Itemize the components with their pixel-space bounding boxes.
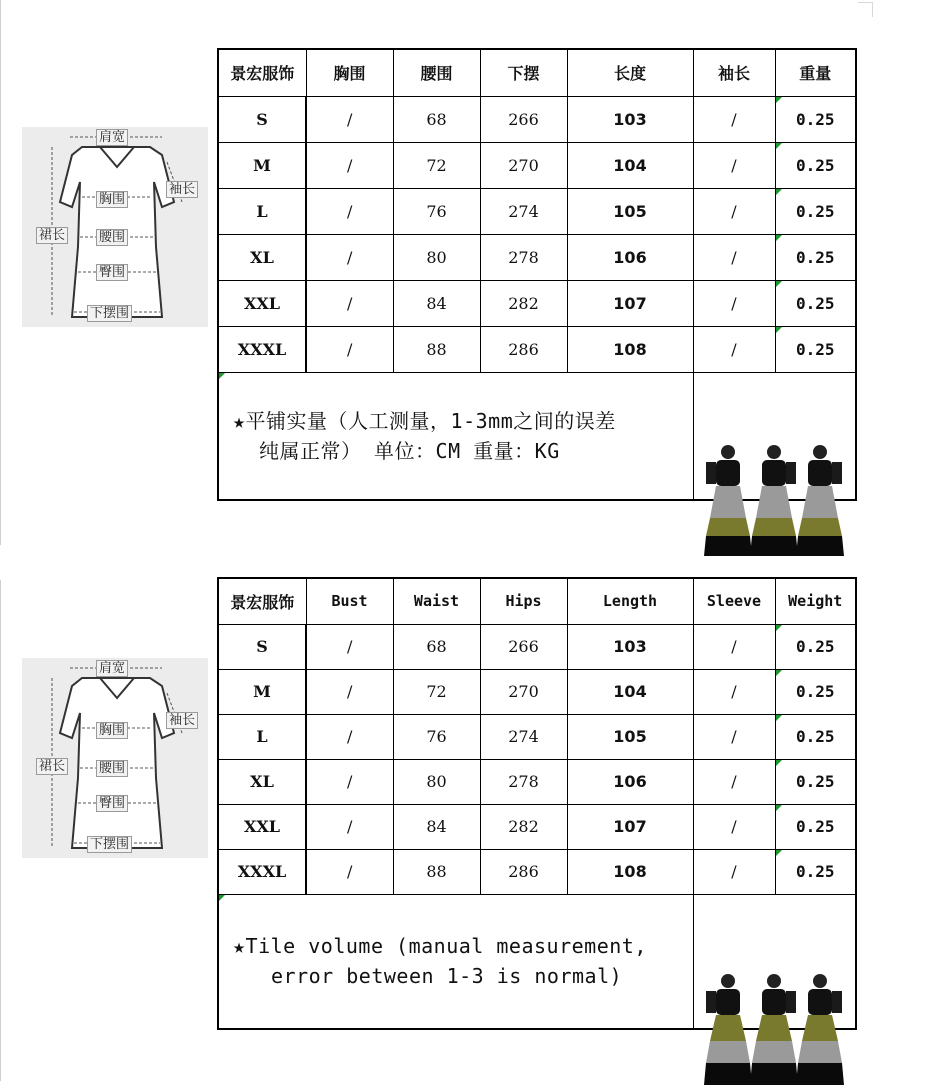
table-row [218, 188, 856, 234]
hips-cell: 286 [480, 849, 567, 894]
waist-cell: 76 [393, 714, 480, 759]
size-cell: XXL [218, 804, 306, 849]
bust-cell: / [306, 714, 393, 759]
hips-cell: 266 [480, 624, 567, 669]
size-table-cn [217, 48, 857, 501]
table-row [218, 669, 856, 714]
size-cell: S [218, 96, 306, 142]
dress-measurement-diagram [22, 658, 208, 858]
note-line-1: ★平铺实量（人工测量，1-3mm之间的误差 [233, 408, 616, 433]
shoulder-label: 肩宽 [96, 660, 128, 677]
hips-cell: 274 [480, 188, 567, 234]
sleeve-cell: / [693, 669, 775, 714]
size-cell: XXL [218, 280, 306, 326]
table-row [218, 142, 856, 188]
bust-cell: / [306, 326, 393, 372]
size-cell: XL [218, 234, 306, 280]
table-header-row [218, 578, 856, 624]
note-row [218, 894, 856, 1029]
weight-cell: 0.25 [775, 142, 856, 188]
sleeve-cell: / [693, 326, 775, 372]
sleeve-label: 袖长 [166, 181, 198, 198]
bust-cell: / [306, 624, 393, 669]
table-row [218, 714, 856, 759]
size-table-en [217, 577, 857, 1030]
model-figures-icon [702, 440, 850, 558]
size-cell: M [218, 669, 306, 714]
hips-cell: 278 [480, 234, 567, 280]
weight-cell: 0.25 [775, 849, 856, 894]
header-length: 长度 [567, 49, 693, 96]
hem-label: 下摆围 [87, 836, 132, 853]
length-cell: 106 [567, 234, 693, 280]
table-header-row [218, 49, 856, 96]
header-hem: 下摆 [480, 49, 567, 96]
bust-cell: / [306, 669, 393, 714]
header-weight: Weight [775, 578, 856, 624]
measurement-note [218, 894, 693, 1029]
weight-cell: 0.25 [775, 188, 856, 234]
bust-cell: / [306, 234, 393, 280]
waist-label: 腰围 [96, 760, 128, 777]
model-photo [693, 894, 856, 1029]
sleeve-cell: / [693, 849, 775, 894]
size-cell: L [218, 188, 306, 234]
hips-cell: 270 [480, 142, 567, 188]
size-cell: XL [218, 759, 306, 804]
hips-cell: 266 [480, 96, 567, 142]
length-cell: 107 [567, 280, 693, 326]
bust-cell: / [306, 804, 393, 849]
sleeve-cell: / [693, 280, 775, 326]
bust-cell: / [306, 849, 393, 894]
length-cell: 106 [567, 759, 693, 804]
size-cell: XXXL [218, 849, 306, 894]
header-sleeve: 袖长 [693, 49, 775, 96]
header-waist: Waist [393, 578, 480, 624]
sleeve-cell: / [693, 714, 775, 759]
sleeve-cell: / [693, 96, 775, 142]
bust-cell: / [306, 280, 393, 326]
chest-label: 胸围 [96, 191, 128, 208]
sleeve-cell: / [693, 142, 775, 188]
weight-cell: 0.25 [775, 280, 856, 326]
table-row [218, 804, 856, 849]
hip-label: 臀围 [96, 264, 128, 281]
header-bust: Bust [306, 578, 393, 624]
header-weight: 重量 [775, 49, 856, 96]
bust-cell: / [306, 759, 393, 804]
header-length: Length [567, 578, 693, 624]
weight-cell: 0.25 [775, 624, 856, 669]
table-row [218, 96, 856, 142]
header-brand: 景宏服饰 [218, 578, 306, 624]
length-label: 裙长 [36, 758, 68, 775]
header-waist: 腰围 [393, 49, 480, 96]
length-cell: 104 [567, 669, 693, 714]
length-cell: 108 [567, 326, 693, 372]
waist-label: 腰围 [96, 229, 128, 246]
hip-label: 臀围 [96, 795, 128, 812]
weight-cell: 0.25 [775, 804, 856, 849]
weight-cell: 0.25 [775, 669, 856, 714]
note-line-2: 纯属正常） 单位：CM 重量：KG [259, 438, 560, 463]
hips-cell: 282 [480, 280, 567, 326]
table-row [218, 624, 856, 669]
table-row [218, 234, 856, 280]
note-row [218, 372, 856, 500]
size-cell: S [218, 624, 306, 669]
chest-label: 胸围 [96, 722, 128, 739]
waist-cell: 72 [393, 142, 480, 188]
weight-cell: 0.25 [775, 759, 856, 804]
sleeve-cell: / [693, 804, 775, 849]
shoulder-label: 肩宽 [96, 129, 128, 146]
waist-cell: 88 [393, 326, 480, 372]
hips-cell: 270 [480, 669, 567, 714]
table-row [218, 849, 856, 894]
waist-cell: 80 [393, 759, 480, 804]
header-sleeve: Sleeve [693, 578, 775, 624]
note-line-1: ★Tile volume (manual measurement, [233, 934, 647, 959]
bust-cell: / [306, 188, 393, 234]
size-cell: L [218, 714, 306, 759]
length-cell: 104 [567, 142, 693, 188]
size-chart-section-en [0, 545, 937, 1081]
note-line-2: error between 1-3 is normal) [271, 964, 623, 989]
weight-cell: 0.25 [775, 234, 856, 280]
sleeve-cell: / [693, 624, 775, 669]
hips-cell: 278 [480, 759, 567, 804]
weight-cell: 0.25 [775, 326, 856, 372]
length-cell: 105 [567, 714, 693, 759]
waist-cell: 68 [393, 624, 480, 669]
waist-cell: 84 [393, 280, 480, 326]
bust-cell: / [306, 142, 393, 188]
hips-cell: 274 [480, 714, 567, 759]
hem-label: 下摆围 [87, 305, 132, 322]
model-figures-icon [702, 969, 850, 1087]
weight-cell: 0.25 [775, 714, 856, 759]
length-cell: 107 [567, 804, 693, 849]
waist-cell: 80 [393, 234, 480, 280]
sleeve-cell: / [693, 234, 775, 280]
length-cell: 103 [567, 96, 693, 142]
header-hips: Hips [480, 578, 567, 624]
table-row [218, 280, 856, 326]
size-cell: XXXL [218, 326, 306, 372]
length-cell: 108 [567, 849, 693, 894]
size-cell: M [218, 142, 306, 188]
measurement-note [218, 372, 693, 500]
waist-cell: 88 [393, 849, 480, 894]
bust-cell: / [306, 96, 393, 142]
sleeve-label: 袖长 [166, 712, 198, 729]
waist-cell: 84 [393, 804, 480, 849]
table-row [218, 326, 856, 372]
length-cell: 103 [567, 624, 693, 669]
hips-cell: 286 [480, 326, 567, 372]
hips-cell: 282 [480, 804, 567, 849]
sleeve-cell: / [693, 188, 775, 234]
waist-cell: 76 [393, 188, 480, 234]
length-cell: 105 [567, 188, 693, 234]
sleeve-cell: / [693, 759, 775, 804]
waist-cell: 68 [393, 96, 480, 142]
table-row [218, 759, 856, 804]
weight-cell: 0.25 [775, 96, 856, 142]
header-brand: 景宏服饰 [218, 49, 306, 96]
header-chest: 胸围 [306, 49, 393, 96]
waist-cell: 72 [393, 669, 480, 714]
length-label: 裙长 [36, 227, 68, 244]
dress-measurement-diagram [22, 127, 208, 327]
model-photo [693, 372, 856, 500]
